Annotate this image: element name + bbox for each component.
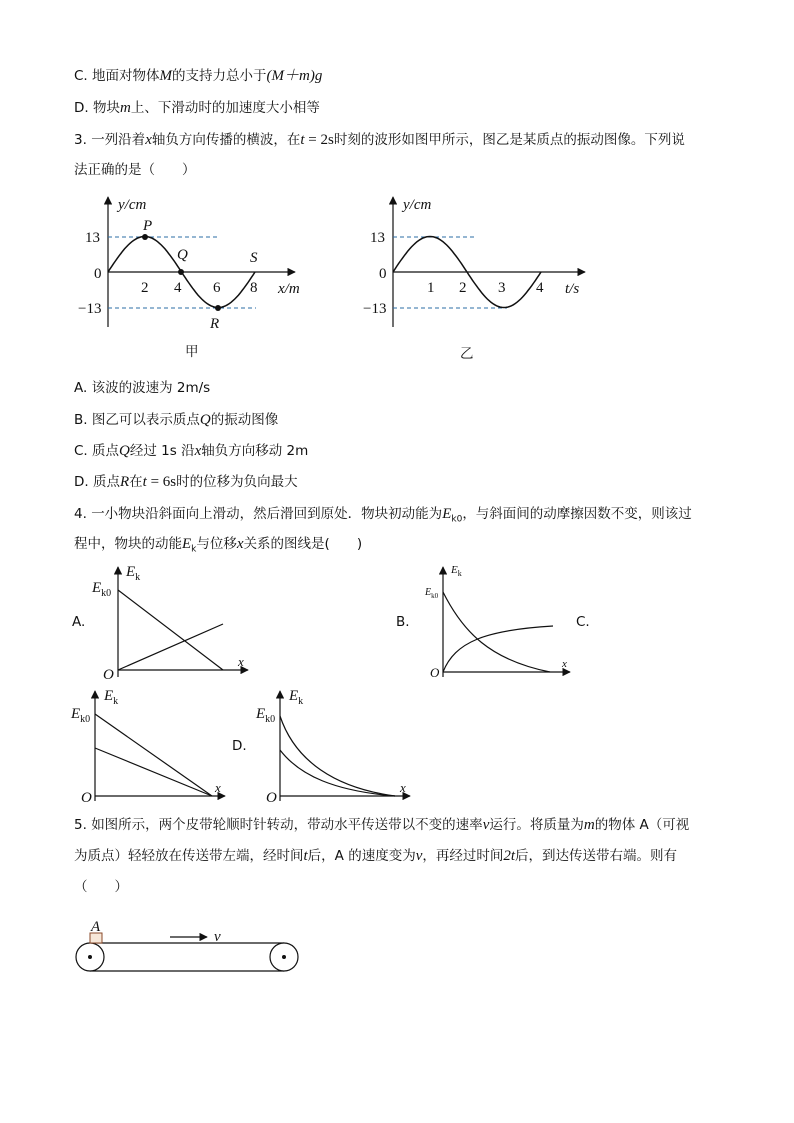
svg-text:y/cm: y/cm: [403, 197, 432, 213]
svg-text:6: 6: [213, 280, 221, 296]
point-p: [142, 234, 148, 240]
q4-stem-line2: 程中，物块的动能$E_k$与位移x关系的图线是( ): [74, 536, 363, 555]
conveyor-belt-diagram: [72, 912, 312, 987]
label-s: S: [250, 250, 258, 266]
graph-a: [88, 562, 268, 682]
svg-text:t/s: t/s: [565, 281, 580, 297]
q3-option-c: C. 质点Q经过 1s 沿x轴负方向移动 2m: [74, 443, 309, 459]
svg-text:x: x: [238, 654, 244, 669]
svg-text:O: O: [103, 667, 114, 683]
y-axis-label: y/cm: [118, 197, 147, 213]
svg-text:2: 2: [459, 280, 467, 296]
q3-option-b: B. 图乙可以表示质点Q的振动图像: [74, 412, 279, 428]
graph-label-a: A.: [72, 614, 86, 630]
label-q: Q: [177, 247, 188, 263]
svg-text:2: 2: [141, 280, 149, 296]
block-a-label: A: [91, 919, 101, 935]
svg-text:Ek0: $E_{k0}$: [256, 706, 276, 725]
svg-text:Ek: $E_k$: [451, 564, 462, 578]
svg-text:−13: −13: [78, 301, 102, 317]
q3-option-d: D. 质点R在t = 6s时的位移为负向最大: [74, 474, 298, 490]
svg-text:Ek: $E_k$: [104, 688, 119, 707]
q2-option-d: D. 物块m上、下滑动时的加速度大小相等: [74, 100, 320, 116]
svg-text:x: x: [215, 780, 221, 795]
svg-text:13: 13: [370, 230, 385, 246]
graph-label-c: C.: [576, 614, 590, 630]
graph-d: [255, 686, 425, 806]
svg-text:1: 1: [427, 280, 435, 296]
graph-label-b: B.: [396, 614, 410, 630]
svg-text:Ek: $E_k$: [126, 564, 141, 583]
svg-text:3: 3: [498, 280, 506, 296]
q3-option-a: A. 该波的波速为 2m/s: [74, 380, 211, 396]
graph-label-d: D.: [232, 738, 247, 754]
label-p: P: [143, 218, 153, 234]
svg-text:Ek0: $E_{k0}$: [92, 580, 112, 599]
wave-graph-jia: [80, 192, 320, 342]
q5-stem-line1: 5. 如图所示，两个皮带轮顺时针转动，带动水平传送带以不变的速率v运行。将质量为m的物体 A（可视: [74, 817, 690, 833]
svg-text:−13: −13: [363, 301, 387, 317]
svg-text:0: 0: [94, 266, 102, 282]
svg-text:Ek: $E_k$: [289, 688, 304, 707]
caption-jia: 甲: [185, 344, 199, 360]
svg-text:8: 8: [250, 280, 258, 296]
point-r: [215, 305, 221, 311]
svg-text:O: O: [430, 665, 440, 680]
q3-stem-line2: 法正确的是（ ）: [74, 162, 196, 178]
svg-text:O: O: [81, 790, 92, 806]
svg-text:Ek0: $E_{k0}$: [71, 706, 91, 725]
svg-text:x: x: [562, 658, 567, 670]
graph-b: [415, 562, 595, 682]
svg-text:4: 4: [536, 280, 544, 296]
svg-text:O: O: [266, 790, 277, 806]
svg-text:13: 13: [85, 230, 100, 246]
q5-stem-line2: 为质点）轻轻放在传送带左端，经时间t后，A 的速度变为v，再经过时间2t后，到达传送带右端。则有: [74, 848, 678, 864]
graph-c: [70, 686, 240, 806]
wave-graph-yi: [365, 192, 605, 342]
q4-stem-line1: 4. 一小物块沿斜面向上滑动，然后滑回到原处．物块初动能为$E_{k0}$，与斜面间的动摩擦因数不变，则该过: [74, 506, 692, 525]
svg-text:4: 4: [174, 280, 182, 296]
svg-text:0: 0: [379, 266, 387, 282]
q2-option-c: C. 地面对物体M的支持力总小于(M＋m)g: [74, 68, 323, 84]
point-q: [178, 269, 184, 275]
svg-text:Ek0: $E_{k0}$: [425, 587, 439, 600]
q3-stem-line1: 3. 一列沿着x轴负方向传播的横波，在t = 2s时刻的波形如图甲所示，图乙是某质点的振动图像。下列说: [74, 132, 685, 148]
svg-text:x: x: [400, 780, 406, 795]
x-axis-label: x/m: [278, 281, 300, 297]
label-r: R: [210, 316, 220, 332]
velocity-label: v: [214, 929, 221, 945]
caption-yi: 乙: [460, 346, 474, 362]
q5-stem-line3: （ ）: [74, 879, 128, 895]
